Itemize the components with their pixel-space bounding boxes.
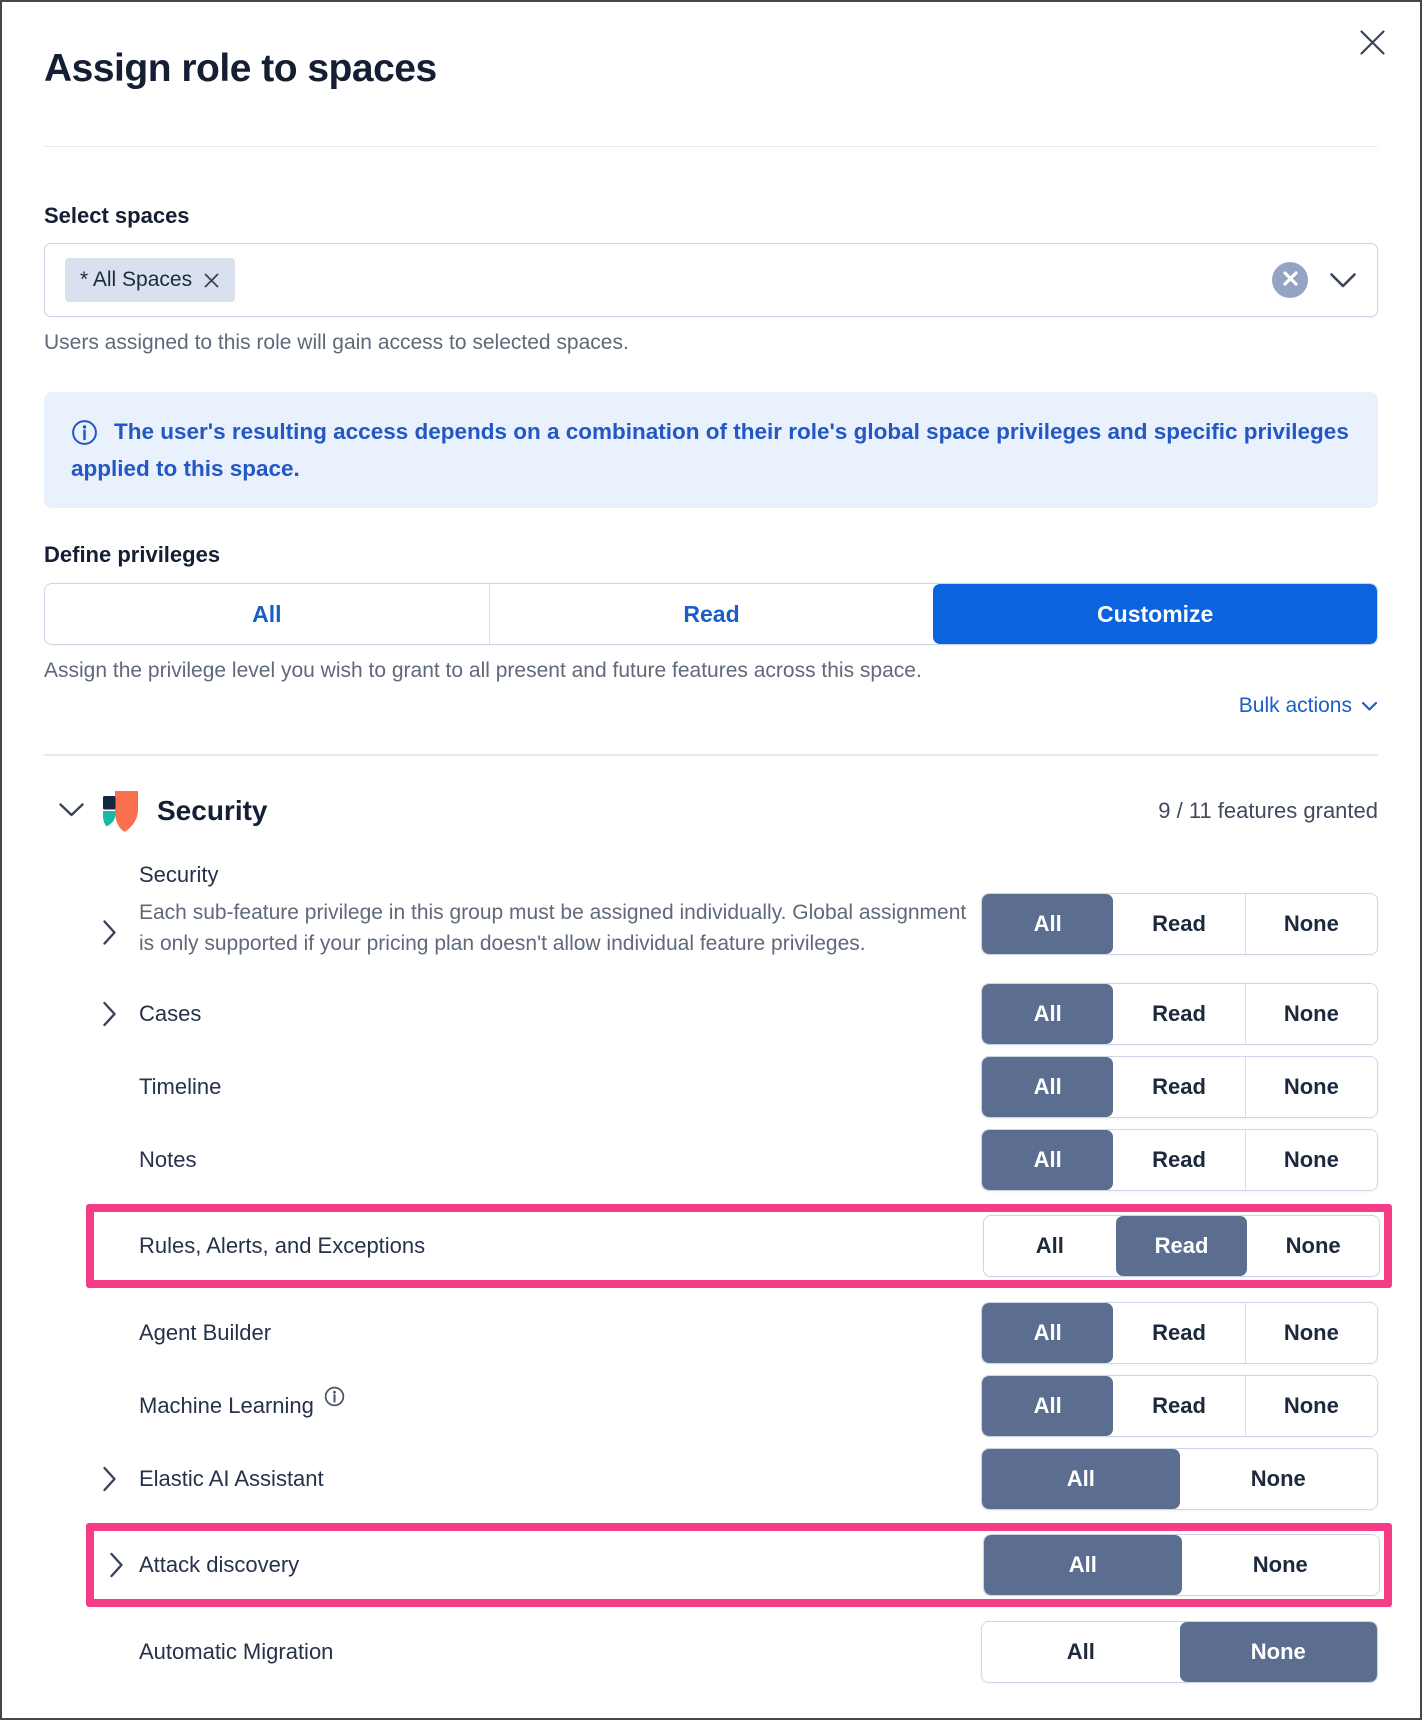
feature-info xyxy=(139,1146,981,1174)
feature-row-rules-alerts-and-exceptions xyxy=(94,1213,1380,1279)
feature-label: Rules, Alerts, and Exceptions xyxy=(139,1233,426,1258)
machine-learning-privilege-group xyxy=(981,1375,1378,1437)
notes-all-button[interactable]: All xyxy=(982,1130,1113,1190)
rules-alerts-and-exceptions-privilege-group xyxy=(983,1215,1380,1277)
group-title: Security xyxy=(157,795,268,826)
feature-info xyxy=(139,861,981,959)
modal-header xyxy=(2,2,1420,147)
cases-none-button[interactable]: None xyxy=(1245,984,1377,1044)
automatic-migration-all-button[interactable]: All xyxy=(982,1622,1180,1682)
feature-info xyxy=(139,1638,981,1666)
feature-row-automatic-migration xyxy=(44,1615,1378,1688)
info-callout-text: The user's resulting access depends on a combination of their role's global space privileges and specific privileges applied to this space. xyxy=(71,419,1349,481)
elastic-ai-assistant-privilege-group xyxy=(981,1448,1378,1510)
feature-label: Notes xyxy=(139,1146,197,1172)
expand-chevron-icon[interactable] xyxy=(102,919,117,946)
timeline-privilege-group xyxy=(981,1056,1378,1118)
collapse-group-button[interactable] xyxy=(56,796,86,826)
elastic-ai-assistant-none-button[interactable]: None xyxy=(1180,1449,1378,1509)
bulk-actions-label: Bulk actions xyxy=(1238,694,1352,717)
clear-icon xyxy=(1282,270,1299,290)
security-logo-icon xyxy=(102,790,139,833)
feature-label: Elastic AI Assistant xyxy=(139,1465,324,1491)
bulk-actions-link[interactable] xyxy=(1239,694,1378,718)
feature-row-agent-builder xyxy=(44,1296,1378,1369)
rules-alerts-and-exceptions-all-button[interactable]: All xyxy=(984,1216,1116,1276)
cases-all-button[interactable]: All xyxy=(982,984,1113,1044)
modal-body xyxy=(2,203,1420,1688)
cases-privilege-group xyxy=(981,983,1378,1045)
feature-rows xyxy=(44,861,1378,1688)
feature-label: Machine Learning xyxy=(139,1392,314,1418)
feature-info xyxy=(139,1392,981,1420)
annotation-highlight-box xyxy=(86,1204,1392,1288)
feature-info xyxy=(139,1000,981,1028)
feature-info xyxy=(139,1232,983,1260)
notes-none-button[interactable]: None xyxy=(1245,1130,1377,1190)
security-privilege-group xyxy=(981,893,1378,955)
machine-learning-all-button[interactable]: All xyxy=(982,1376,1113,1436)
notes-privilege-group xyxy=(981,1129,1378,1191)
rules-alerts-and-exceptions-read-button[interactable]: Read xyxy=(1116,1216,1248,1276)
attack-discovery-none-button[interactable]: None xyxy=(1182,1535,1380,1595)
close-icon xyxy=(1359,29,1386,59)
selected-space-pill-label: * All Spaces xyxy=(80,268,193,291)
security-read-button[interactable]: Read xyxy=(1113,894,1244,954)
expand-chevron-icon[interactable] xyxy=(109,1552,124,1579)
section-divider xyxy=(44,754,1378,756)
annotation-highlight-box xyxy=(86,1523,1392,1607)
feature-row-machine-learning xyxy=(44,1369,1378,1442)
features-granted-count: 9 / 11 features granted xyxy=(1158,798,1378,823)
feature-info xyxy=(139,1319,981,1347)
info-icon xyxy=(71,419,98,446)
header-divider xyxy=(44,146,1378,147)
attack-discovery-all-button[interactable]: All xyxy=(984,1535,1182,1595)
machine-learning-none-button[interactable]: None xyxy=(1245,1376,1377,1436)
notes-read-button[interactable]: Read xyxy=(1113,1130,1244,1190)
automatic-migration-privilege-group xyxy=(981,1621,1378,1683)
timeline-none-button[interactable]: None xyxy=(1245,1057,1377,1117)
agent-builder-privilege-group xyxy=(981,1302,1378,1364)
feature-label: Automatic Migration xyxy=(139,1638,334,1664)
combobox-chevron-down-icon[interactable] xyxy=(1329,272,1357,289)
cases-read-button[interactable]: Read xyxy=(1113,984,1244,1044)
agent-builder-all-button[interactable]: All xyxy=(982,1303,1113,1363)
agent-builder-none-button[interactable]: None xyxy=(1245,1303,1377,1363)
feature-info xyxy=(139,1465,981,1493)
info-callout xyxy=(44,392,1378,508)
security-group-header xyxy=(44,787,1378,835)
modal-title: Assign role to spaces xyxy=(44,47,437,90)
select-spaces-label: Select spaces xyxy=(44,203,190,228)
feature-row-security xyxy=(44,861,1378,959)
privilege-all-button[interactable]: All xyxy=(45,584,489,644)
feature-label: Timeline xyxy=(139,1073,222,1099)
define-privileges-label: Define privileges xyxy=(44,542,221,567)
bulk-actions-row xyxy=(44,694,1378,718)
select-spaces-help: Users assigned to this role will gain access to selected spaces. xyxy=(44,331,629,354)
feature-label: Cases xyxy=(139,1000,202,1026)
assign-privilege-help: Assign the privilege level you wish to grant to all present and future features across this space. xyxy=(44,659,922,682)
feature-label: Security xyxy=(139,862,219,887)
info-icon[interactable] xyxy=(324,1386,345,1407)
close-button[interactable] xyxy=(1350,22,1394,66)
feature-info xyxy=(139,1073,981,1101)
feature-row-attack-discovery xyxy=(94,1532,1380,1598)
feature-description: Each sub-feature privilege in this group must be assigned individually. Global assignment is only supported if your pricing plan doesn't allow individual feature privileges. xyxy=(139,901,967,955)
feature-row-elastic-ai-assistant xyxy=(44,1442,1378,1515)
timeline-read-button[interactable]: Read xyxy=(1113,1057,1244,1117)
feature-info xyxy=(139,1551,983,1579)
bulk-actions-chevron-down-icon xyxy=(1361,694,1378,718)
security-none-button[interactable]: None xyxy=(1245,894,1377,954)
feature-row-timeline xyxy=(44,1050,1378,1123)
security-all-button[interactable]: All xyxy=(982,894,1113,954)
timeline-all-button[interactable]: All xyxy=(982,1057,1113,1117)
clear-selection-button[interactable] xyxy=(1272,262,1308,298)
rules-alerts-and-exceptions-none-button[interactable]: None xyxy=(1247,1216,1379,1276)
privilege-read-button[interactable]: Read xyxy=(489,584,934,644)
agent-builder-read-button[interactable]: Read xyxy=(1113,1303,1244,1363)
feature-row-cases xyxy=(44,977,1378,1050)
automatic-migration-none-button[interactable]: None xyxy=(1180,1622,1378,1682)
feature-label: Attack discovery xyxy=(139,1552,300,1577)
expand-chevron-icon[interactable] xyxy=(102,1000,117,1027)
selected-space-pill[interactable] xyxy=(65,258,235,302)
privilege-customize-button[interactable]: Customize xyxy=(933,584,1377,644)
privilege-level-group xyxy=(44,583,1378,645)
feature-row-notes xyxy=(44,1123,1378,1196)
expand-chevron-icon[interactable] xyxy=(102,1465,117,1492)
feature-label: Agent Builder xyxy=(139,1319,272,1345)
chevron-down-icon xyxy=(58,802,85,821)
spaces-combobox[interactable] xyxy=(44,243,1378,317)
attack-discovery-privilege-group xyxy=(983,1534,1380,1596)
remove-space-icon[interactable] xyxy=(203,272,220,289)
machine-learning-read-button[interactable]: Read xyxy=(1113,1376,1244,1436)
elastic-ai-assistant-all-button[interactable]: All xyxy=(982,1449,1180,1509)
